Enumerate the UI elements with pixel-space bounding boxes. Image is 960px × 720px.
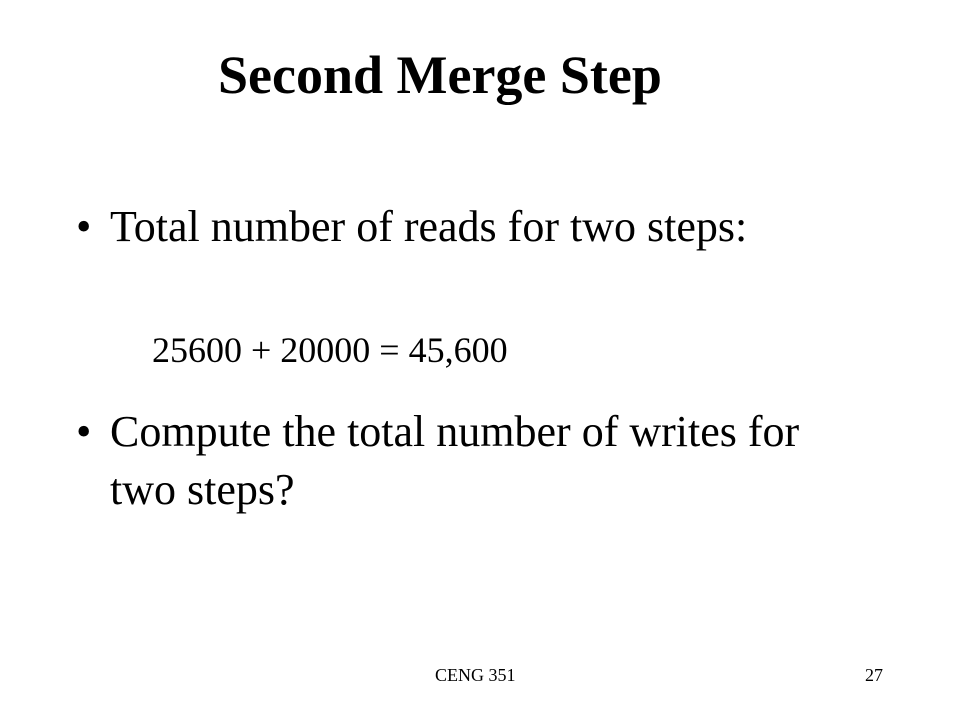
reads-equation: 25600 + 20000 = 45,600 xyxy=(152,330,508,370)
bullet-item-reads xyxy=(76,198,870,256)
bullet-icon: • xyxy=(76,407,92,456)
bullet-icon: • xyxy=(76,202,92,251)
bullet-item-writes xyxy=(76,403,870,519)
slide-title: Second Merge Step xyxy=(218,45,662,105)
bullet-text: Compute the total number of writes for two steps? xyxy=(110,407,800,514)
bullet-text: Total number of reads for two steps: xyxy=(110,202,748,251)
footer-course-label: CENG 351 xyxy=(435,665,516,685)
slide-page-number: 27 xyxy=(865,665,883,685)
